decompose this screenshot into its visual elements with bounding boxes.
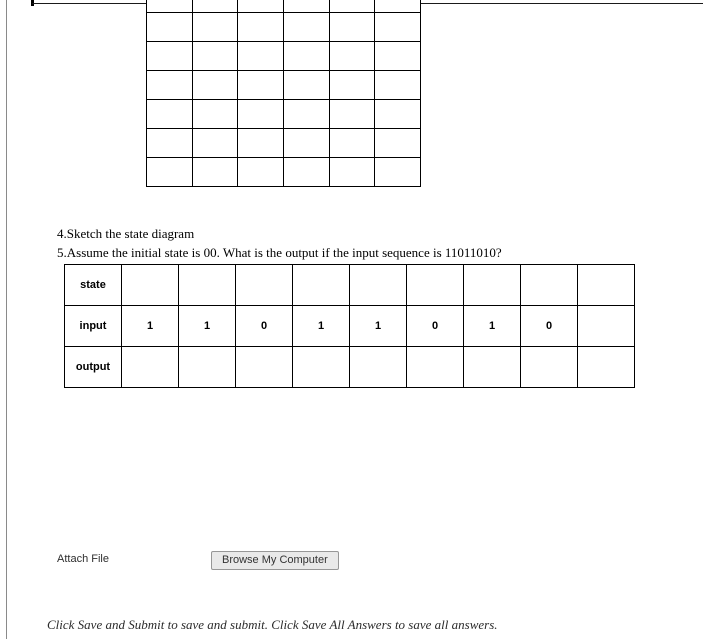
state-cell [464, 265, 521, 306]
grid-cell [375, 71, 421, 100]
grid-cell [329, 129, 375, 158]
grid-cell [238, 71, 284, 100]
grid-cell [329, 71, 375, 100]
browse-my-computer-button[interactable]: Browse My Computer [211, 551, 339, 570]
input-cell: 0 [407, 306, 464, 347]
state-cell [578, 265, 635, 306]
question-4-text: 4.Sketch the state diagram [57, 226, 195, 241]
grid-cell [238, 0, 284, 13]
output-cell [236, 347, 293, 388]
attach-file-label: Attach File [57, 553, 109, 565]
output-cell [350, 347, 407, 388]
grid-cell [283, 0, 329, 13]
grid-cell [192, 71, 238, 100]
grid-cell [147, 100, 193, 129]
input-cell: 1 [122, 306, 179, 347]
grid-cell [375, 100, 421, 129]
grid-cell [192, 100, 238, 129]
state-cell [122, 265, 179, 306]
output-cell [578, 347, 635, 388]
output-row [65, 347, 635, 388]
input-cell [578, 306, 635, 347]
state-cell [521, 265, 578, 306]
row-label-input: input [65, 306, 122, 347]
question-block [57, 224, 502, 262]
output-cell [293, 347, 350, 388]
grid-cell [238, 42, 284, 71]
input-cell: 0 [236, 306, 293, 347]
grid-cell [147, 158, 193, 187]
output-cell [122, 347, 179, 388]
grid-cell [375, 0, 421, 13]
grid-cell [147, 0, 193, 13]
grid-cell [147, 71, 193, 100]
grid-cell [192, 0, 238, 13]
state-cell [236, 265, 293, 306]
question-5-text: 5.Assume the initial state is 00. What is the output if the input sequence is 11011010? [57, 245, 502, 260]
input-cell: 1 [293, 306, 350, 347]
grid-cell [192, 158, 238, 187]
grid-cell [375, 129, 421, 158]
grid-cell [283, 71, 329, 100]
grid-cell [329, 158, 375, 187]
scratch-grid [146, 0, 421, 187]
grid-cell [192, 129, 238, 158]
footer-instruction: Click Save and Submit to save and submit. Click Save All Answers to save all answers. [47, 617, 498, 632]
output-cell [407, 347, 464, 388]
grid-cell [375, 13, 421, 42]
grid-cell [238, 129, 284, 158]
input-row [65, 306, 635, 347]
grid-cell [329, 0, 375, 13]
grid-cell [283, 13, 329, 42]
left-border-rule [6, 0, 7, 639]
grid-cell [238, 158, 284, 187]
grid-cell [192, 13, 238, 42]
grid-cell [329, 100, 375, 129]
grid-cell [238, 100, 284, 129]
output-cell [464, 347, 521, 388]
grid-cell [147, 129, 193, 158]
grid-cell [192, 42, 238, 71]
state-cell [293, 265, 350, 306]
grid-cell [283, 158, 329, 187]
grid-cell [329, 42, 375, 71]
state-cell [407, 265, 464, 306]
state-table [64, 264, 635, 388]
input-cell: 1 [464, 306, 521, 347]
state-cell [350, 265, 407, 306]
grid-cell [238, 13, 284, 42]
input-cell: 0 [521, 306, 578, 347]
grid-cell [283, 129, 329, 158]
grid-cell [375, 158, 421, 187]
grid-cell [283, 42, 329, 71]
state-row [65, 265, 635, 306]
state-cell [179, 265, 236, 306]
grid-cell [147, 42, 193, 71]
input-cell: 1 [179, 306, 236, 347]
grid-cell [147, 13, 193, 42]
row-label-output: output [65, 347, 122, 388]
grid-cell [375, 42, 421, 71]
output-cell [179, 347, 236, 388]
row-label-state: state [65, 265, 122, 306]
grid-cell [329, 13, 375, 42]
grid-cell [283, 100, 329, 129]
output-cell [521, 347, 578, 388]
input-cell: 1 [350, 306, 407, 347]
